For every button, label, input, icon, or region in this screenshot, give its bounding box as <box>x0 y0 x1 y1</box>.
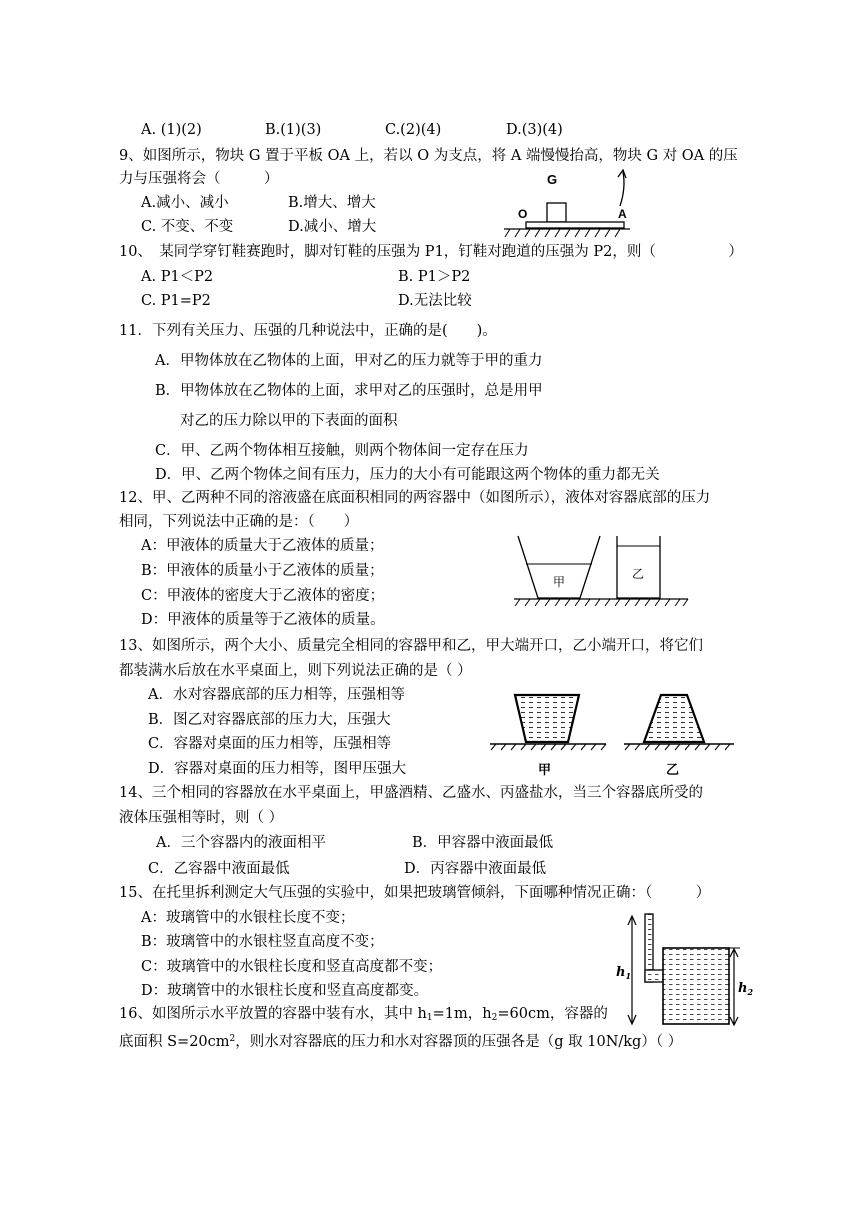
q10-stem-line1: 10、 某同学穿钉鞋赛跑时，脚对钉鞋的压强为 P1，钉鞋对跑道的压强为 P2，则（ ） <box>119 244 743 260</box>
q10-option-b: B. P1＞P2 <box>398 269 471 285</box>
q9-option-d: D.减小、增大 <box>288 219 377 235</box>
q13-label-yi: 乙 <box>666 763 680 778</box>
q12-option-c: C：甲液体的密度大于乙液体的密度； <box>141 588 385 604</box>
q9-stem-line1: 9、如图所示，物块 G 置于平板 OA 上，若以 O 为支点，将 A 端慢慢抬高，物块 G 对 OA 的压 <box>119 148 738 164</box>
q10-option-a: A. P1＜P2 <box>141 269 214 285</box>
q9-option-a: A.减小、减小 <box>141 195 229 211</box>
q8-option-c: C.(2)(4) <box>385 122 442 138</box>
q9-lever-figure <box>500 162 650 242</box>
q14-option-d: D．丙容器中液面最低 <box>404 861 547 877</box>
q9-plank <box>526 222 624 228</box>
q15-option-d: D：玻璃管中的水银柱长度和竖直高度都变。 <box>141 983 429 999</box>
q14-stem-line1: 14、三个相同的容器放在水平桌面上，甲盛酒精、乙盛水、丙盛盐水，当三个容器底所受的 <box>119 785 703 801</box>
q14-option-b: B．甲容器中液面最低 <box>412 835 554 851</box>
q9-option-b: B.增大、增大 <box>288 195 376 211</box>
q13-stem-line1: 13、如图所示，两个大小、质量完全相同的容器甲和乙，甲大端开口，乙小端开口，将它们 <box>119 638 703 654</box>
q13-container-jia <box>515 695 579 742</box>
q16-container-figure <box>612 912 762 1032</box>
q13-option-c: C．容器对桌面的压力相等，压强相等 <box>148 736 392 752</box>
q15-option-c: C：玻璃管中的水银柱长度和竖直高度都不变； <box>141 959 443 975</box>
q11-option-c: C．甲、乙两个物体相互接触，则两个物体间一定存在压力 <box>155 443 529 459</box>
q8-option-b: B.(1)(3) <box>265 122 322 138</box>
q13-label-jia: 甲 <box>538 763 552 778</box>
q10-option-d: D.无法比较 <box>398 293 472 309</box>
q14-option-c: C．乙容器中液面最低 <box>148 861 290 877</box>
q12-stem-line2: 相同，下列说法中正确的是：（ ） <box>119 514 359 530</box>
q11-option-a: A．甲物体放在乙物体的上面，甲对乙的压力就等于甲的重力 <box>155 353 543 369</box>
q14-stem-line2: 液体压强相等时，则（ ） <box>119 810 284 826</box>
q16-container <box>663 948 729 1024</box>
q14-option-a: A．三个容器内的液面相平 <box>156 835 326 851</box>
q10-option-c: C. P1=P2 <box>141 293 211 309</box>
q12-containers-figure <box>512 534 692 610</box>
q12-option-b: B：甲液体的质量小于乙液体的质量； <box>141 563 384 579</box>
q16-label-h2: $h_2$ <box>738 981 754 997</box>
q13-stem-line2: 都装满水后放在水平桌面上，则下列说法正确的是（ ） <box>119 663 472 679</box>
q9-block <box>547 203 566 222</box>
q12-label-yi: 乙 <box>632 567 645 581</box>
q11-option-b-line1: B．甲物体放在乙物体的上面，求甲对乙的压强时，总是用甲 <box>155 383 543 399</box>
q12-option-d: D：甲液体的质量等于乙液体的质量。 <box>141 612 385 628</box>
q11-stem-line1: 11．下列有关压力、压强的几种说法中，正确的是( )。 <box>119 323 497 339</box>
q15-stem-line1: 15、在托里拆利测定大气压强的实验中，如果把玻璃管倾斜，下面哪种情况正确：（ ） <box>119 885 711 901</box>
q13-option-a: A．水对容器底部的压力相等，压强相等 <box>148 687 405 703</box>
q9-lift-arrow <box>620 172 624 206</box>
q8-option-d: D.(3)(4) <box>506 122 563 138</box>
q11-option-b-line2: 对乙的压力除以甲的下表面的面积 <box>180 413 398 429</box>
q13-containers-figure <box>488 690 738 780</box>
q9-label-g: G <box>547 172 558 187</box>
q9-label-a: A <box>618 207 627 221</box>
q9-stem-line2: 力与压强将会（ ） <box>119 171 279 187</box>
q11-option-d: D．甲、乙两个物体之间有压力，压力的大小有可能跟这两个物体的重力都无关 <box>155 467 660 483</box>
q15-option-a: A：玻璃管中的水银柱长度不变； <box>141 910 355 926</box>
q12-stem-line1: 12、甲、乙两种不同的溶液盛在底面积相同的两容器中（如图所示），液体对容器底部的压力 <box>119 490 711 506</box>
q9-label-o: O <box>518 207 528 221</box>
q16-label-h1: $h_1$ <box>616 965 632 981</box>
q13-container-yi <box>644 695 704 742</box>
q13-option-d: D．容器对桌面的压力相等，图甲压强大 <box>148 761 407 777</box>
q12-label-jia: 甲 <box>553 575 566 589</box>
q9-option-c: C. 不变、不变 <box>141 219 234 235</box>
q15-option-b: B：玻璃管中的水银柱竖直高度不变； <box>141 934 384 950</box>
q12-option-a: A：甲液体的质量大于乙液体的质量； <box>141 538 384 554</box>
q8-option-a: A. (1)(2) <box>141 122 202 138</box>
q16-stem-line1: 16、如图所示水平放置的容器中装有水，其中 $h_1=1m$，$h_2=60cm$，容器的 <box>119 1006 608 1023</box>
q13-option-b: B．图乙对容器底部的压力大，压强大 <box>148 712 391 728</box>
q16-stem-line2: 底面积 $S=20cm^2$，则水对容器底的压力和水对容器顶的压强各是（g 取 10N/kg）（ ） <box>119 1034 683 1050</box>
